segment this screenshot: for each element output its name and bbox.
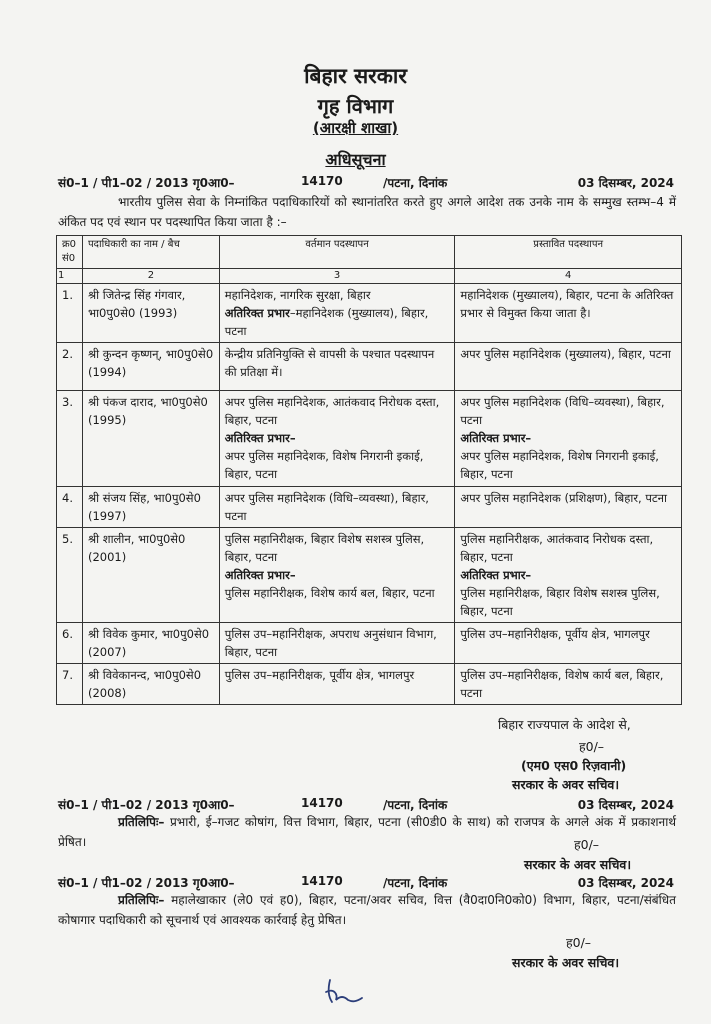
proposed-posting: अपर पुलिस महानिदेशक (प्रशिक्षण), बिहार, पटना bbox=[460, 491, 668, 505]
proposed-extra-label: अतिरिक्त प्रभार– bbox=[460, 431, 532, 445]
header-current: वर्तमान पदस्थापन bbox=[219, 236, 455, 269]
col-number: 1 bbox=[57, 269, 83, 284]
serial-number: 1. bbox=[62, 288, 73, 302]
table-row bbox=[57, 343, 682, 391]
copy-2-designation: सरकार के अवर सचिव। bbox=[512, 955, 620, 970]
col-number: 4 bbox=[455, 269, 682, 284]
notification-date: 03 दिसम्बर, 2024 bbox=[577, 176, 674, 190]
officer-name-cell bbox=[82, 623, 219, 664]
serial-number: 2. bbox=[62, 347, 73, 361]
current-posting: पुलिस महानिरीक्षक, बिहार विशेष सशस्त्र पुलिस, बिहार, पटना bbox=[224, 532, 425, 564]
signature-mark: ह0/– bbox=[579, 739, 605, 754]
handwritten-initial-icon bbox=[318, 974, 366, 1010]
column-number-row bbox=[57, 269, 682, 284]
current-posting: महानिदेशक, नागरिक सुरक्षा, बिहार bbox=[224, 288, 371, 302]
officer-name: श्री विवेक कुमार, भा0पु0से0 (2007) bbox=[87, 627, 210, 659]
branch-title bbox=[0, 118, 711, 138]
copy-2-sign: ह0/– bbox=[566, 935, 592, 950]
officer-name-cell bbox=[82, 343, 219, 391]
proposed-posting: पुलिस महानिरीक्षक, आतंकवाद निरोधक दस्ता, बिहार, पटना bbox=[460, 532, 654, 564]
copy-1-sign: ह0/– bbox=[574, 837, 600, 852]
current-posting-cell bbox=[219, 487, 455, 528]
memo-number: 14170 bbox=[301, 796, 343, 810]
table-header-row bbox=[57, 236, 682, 269]
proposed-posting: अपर पुलिस महानिदेशक (मुख्यालय), बिहार, पटना bbox=[460, 347, 671, 361]
serial-number: 6. bbox=[62, 627, 73, 641]
serial-cell bbox=[57, 284, 83, 343]
copy-1-text: प्रभारी, ई–गजट कोषांग, वित्त विभाग, बिहार, पटना (सी0डी0 के साथ) को राजपत्र के अगले अंक में प्रकाशनार्थ प्रेषित। bbox=[58, 815, 676, 849]
copy-1-designation: सरकार के अवर सचिव। bbox=[524, 857, 632, 872]
serial-cell bbox=[57, 623, 83, 664]
header-proposed: प्रस्तावित पदस्थापन bbox=[455, 236, 682, 269]
current-extra-charge: अपर पुलिस महानिदेशक, विशेष निगरानी इकाई, बिहार, पटना bbox=[224, 449, 424, 481]
copy-2-text: महालेखाकार (ले0 एवं ह0), बिहार, पटना/अवर सचिव, वित्त (वै0दा0नि0को0) विभाग, बिहार, पटना/संबंधित कोषागार पदाधिकारी को सूचनार्थ एवं आवश्यक कार्रवाई हेतु प्रेषित। bbox=[58, 893, 676, 927]
governor-order: बिहार राज्यपाल के आदेश से, bbox=[498, 717, 631, 732]
officer-name: श्री कुन्दन कृष्णन्, भा0पु0से0 (1994) bbox=[87, 347, 214, 379]
place-date-label: /पटना, दिनांक bbox=[383, 798, 448, 812]
current-extra-charge: पुलिस महानिरीक्षक, विशेष कार्य बल, बिहार, पटना bbox=[224, 586, 435, 600]
proposed-extra-label: अतिरिक्त प्रभार– bbox=[460, 568, 532, 582]
serial-cell bbox=[57, 664, 83, 705]
proposed-posting: पुलिस उप–महानिरीक्षक, विशेष कार्य बल, बिहार, पटना bbox=[460, 668, 664, 700]
current-posting: केन्द्रीय प्रतिनियुक्ति से वापसी के पश्चात पदस्थापन की प्रतिक्षा में। bbox=[224, 347, 435, 379]
proposed-extra-charge: पुलिस महानिरीक्षक, बिहार विशेष सशस्त्र पुलिस, बिहार, पटना bbox=[460, 586, 660, 618]
reference-number: सं0–1 / पी1–02 / 2013 गृ0आ0– bbox=[58, 798, 235, 812]
officer-name: श्री शालीन, भा0पु0से0 (2001) bbox=[87, 532, 186, 564]
serial-number: 3. bbox=[62, 395, 73, 409]
notification-text: अधिसूचना bbox=[325, 150, 386, 169]
proposed-posting: महानिदेशक (मुख्यालय), बिहार, पटना के अतिरिक्त प्रभार से विमुक्त किया जाता है। bbox=[460, 288, 674, 320]
proposed-posting: अपर पुलिस महानिदेशक (विधि–व्यवस्था), बिहार, पटना bbox=[460, 395, 665, 427]
serial-number: 7. bbox=[62, 668, 73, 682]
notification-date: 03 दिसम्बर, 2024 bbox=[577, 876, 674, 890]
col-number: 2 bbox=[82, 269, 219, 284]
serial-cell bbox=[57, 391, 83, 487]
current-extra-charge: –महानिदेशक (मुख्यालय), बिहार, पटना bbox=[224, 306, 429, 338]
memo-number: 14170 bbox=[301, 174, 343, 188]
reference-line-1 bbox=[58, 174, 674, 190]
current-extra-label: अतिरिक्त प्रभार bbox=[224, 306, 290, 320]
current-posting-cell bbox=[219, 343, 455, 391]
reference-line-3 bbox=[58, 874, 674, 890]
signatory-designation: सरकार के अवर सचिव। bbox=[512, 777, 620, 792]
reference-number: सं0–1 / पी1–02 / 2013 गृ0आ0– bbox=[58, 876, 235, 890]
transfer-table bbox=[56, 235, 682, 705]
table-row bbox=[57, 623, 682, 664]
current-posting-cell bbox=[219, 391, 455, 487]
officer-name: श्री पंकज दाराद, भा0पु0से0 (1995) bbox=[87, 395, 208, 427]
proposed-posting-cell bbox=[455, 487, 682, 528]
notification-title bbox=[0, 148, 711, 170]
proposed-extra-charge: अपर पुलिस महानिदेशक, विशेष निगरानी इकाई, बिहार, पटना bbox=[460, 449, 659, 481]
notification-date: 03 दिसम्बर, 2024 bbox=[577, 798, 674, 812]
table-row bbox=[57, 284, 682, 343]
officer-name-cell bbox=[82, 664, 219, 705]
copy-2-paragraph bbox=[58, 890, 676, 930]
current-posting: पुलिस उप–महानिरीक्षक, पूर्वीय क्षेत्र, भागलपुर bbox=[224, 668, 415, 682]
copy-2-label: प्रतिलिपिः– bbox=[118, 893, 165, 907]
officer-name-cell bbox=[82, 487, 219, 528]
current-posting-cell bbox=[219, 664, 455, 705]
serial-cell bbox=[57, 528, 83, 623]
table-row bbox=[57, 487, 682, 528]
copy-1-label: प्रतिलिपिः– bbox=[118, 815, 165, 829]
col-number: 3 bbox=[219, 269, 455, 284]
current-posting-cell bbox=[219, 528, 455, 623]
place-date-label: /पटना, दिनांक bbox=[383, 876, 448, 890]
proposed-posting-cell bbox=[455, 664, 682, 705]
proposed-posting: पुलिस उप–महानिरीक्षक, पूर्वीय क्षेत्र, भागलपुर bbox=[460, 627, 650, 641]
header-name: पदाधिकारी का नाम / बैच bbox=[82, 236, 219, 269]
proposed-posting-cell bbox=[455, 623, 682, 664]
current-extra-label: अतिरिक्त प्रभार– bbox=[224, 568, 296, 582]
department-title: गृह विभाग bbox=[317, 94, 394, 118]
serial-number: 5. bbox=[62, 532, 73, 546]
officer-name-cell bbox=[82, 284, 219, 343]
officer-name: श्री विवेकानन्द, भा0पु0से0 (2008) bbox=[87, 668, 202, 700]
government-title: बिहार सरकार bbox=[304, 64, 407, 88]
place-date-label: /पटना, दिनांक bbox=[383, 176, 448, 190]
officer-name: श्री जितेन्द्र सिंह गंगवार, भा0पु0से0 (1993) bbox=[87, 288, 186, 320]
memo-number: 14170 bbox=[301, 874, 343, 888]
current-extra-label: अतिरिक्त प्रभार– bbox=[224, 431, 296, 445]
proposed-posting-cell bbox=[455, 391, 682, 487]
reference-number: सं0–1 / पी1–02 / 2013 गृ0आ0– bbox=[58, 176, 235, 190]
proposed-posting-cell bbox=[455, 284, 682, 343]
header-serial: क्र0 सं0 bbox=[57, 236, 83, 269]
current-posting-cell bbox=[219, 284, 455, 343]
current-posting: पुलिस उप–महानिरीक्षक, अपराध अनुसंधान विभाग, बिहार, पटना bbox=[224, 627, 437, 659]
officer-name-cell bbox=[82, 528, 219, 623]
current-posting: अपर पुलिस महानिदेशक (विधि–व्यवस्था), बिहार, पटना bbox=[224, 491, 429, 523]
table-row bbox=[57, 391, 682, 487]
serial-cell bbox=[57, 487, 83, 528]
table-row bbox=[57, 528, 682, 623]
current-posting: अपर पुलिस महानिदेशक, आतंकवाद निरोधक दस्ता, बिहार, पटना bbox=[224, 395, 440, 427]
table-row bbox=[57, 664, 682, 705]
proposed-posting-cell bbox=[455, 528, 682, 623]
signatory-name: (एम0 एस0 रिज़वानी) bbox=[521, 758, 627, 773]
serial-cell bbox=[57, 343, 83, 391]
officer-name: श्री संजय सिंह, भा0पु0से0 (1997) bbox=[87, 491, 201, 523]
intro-paragraph bbox=[58, 192, 676, 232]
serial-number: 4. bbox=[62, 491, 73, 505]
reference-line-2 bbox=[58, 796, 674, 812]
proposed-posting-cell bbox=[455, 343, 682, 391]
officer-name-cell bbox=[82, 391, 219, 487]
current-posting-cell bbox=[219, 623, 455, 664]
branch-text: (आरक्षी शाखा) bbox=[312, 119, 399, 137]
intro-text: भारतीय पुलिस सेवा के निम्नांकित पदाधिकारियों को स्थानांतरित करते हुए अगले आदेश तक उनके नाम के सम्मुख स्तम्भ–4 में अंकित पद एवं स्थान पर पदस्थापित किया जाता है :– bbox=[58, 195, 676, 229]
